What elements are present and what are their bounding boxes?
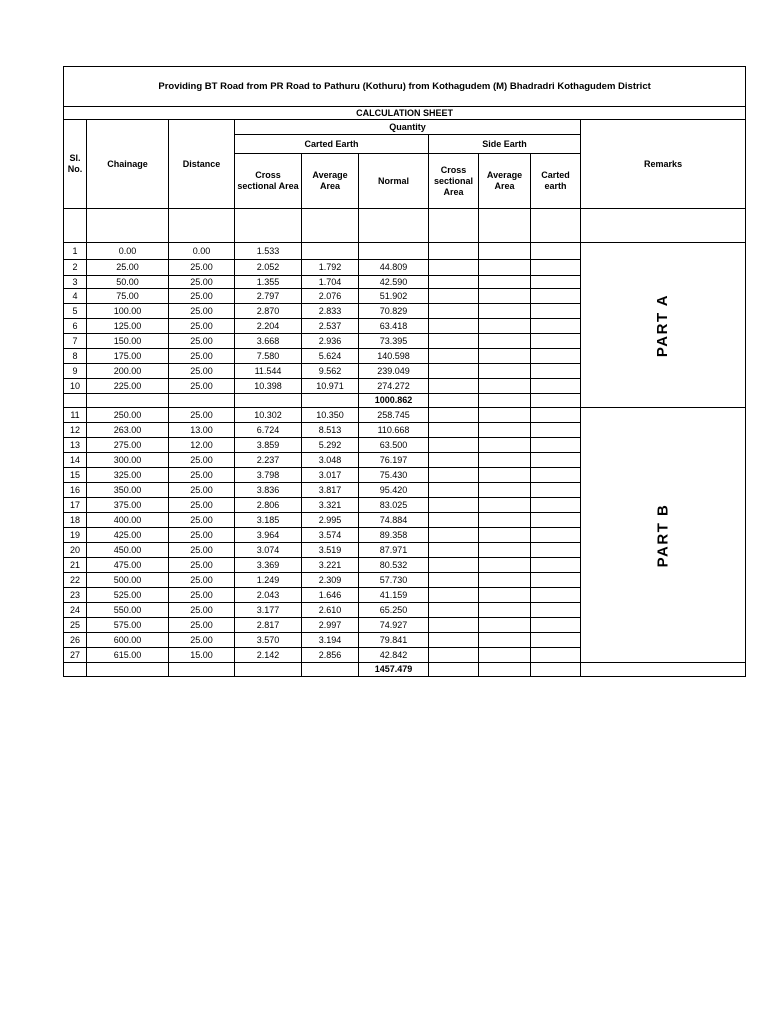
average-area-cell: 3.194 — [302, 633, 359, 648]
cross-sectional-area-cell: 3.177 — [235, 603, 302, 618]
side-cross-sectional-area-cell — [429, 289, 479, 304]
empty-cell — [169, 394, 235, 408]
distance-cell: 25.00 — [169, 379, 235, 394]
cross-sectional-area-cell: 2.237 — [235, 453, 302, 468]
average-area-cell: 2.936 — [302, 334, 359, 349]
chainage-cell: 275.00 — [87, 438, 169, 453]
sl-no-cell: 6 — [64, 319, 87, 334]
distance-cell: 25.00 — [169, 558, 235, 573]
empty-cell — [479, 394, 531, 408]
side-carted-earth-cell — [531, 408, 581, 423]
chainage-cell: 100.00 — [87, 304, 169, 319]
side-carted-earth-cell — [531, 379, 581, 394]
normal-cell: 76.197 — [359, 453, 429, 468]
side-average-area-cell — [479, 408, 531, 423]
normal-cell: 44.809 — [359, 260, 429, 276]
side-carted-earth-cell — [531, 364, 581, 379]
average-area-cell: 5.624 — [302, 349, 359, 364]
remarks-part-a — [581, 243, 746, 408]
sl-no-cell: 1 — [64, 243, 87, 260]
sl-no-cell: 7 — [64, 334, 87, 349]
sl-no-cell: 14 — [64, 453, 87, 468]
side-average-area-cell — [479, 573, 531, 588]
side-average-area-cell — [479, 468, 531, 483]
normal-cell: 140.598 — [359, 349, 429, 364]
cross-sectional-area-cell: 3.964 — [235, 528, 302, 543]
side-carted-earth-cell — [531, 289, 581, 304]
side-carted-earth-cell — [531, 588, 581, 603]
side-average-area-cell — [479, 558, 531, 573]
side-carted-earth-cell — [531, 319, 581, 334]
normal-cell: 74.884 — [359, 513, 429, 528]
cross-sectional-area-cell: 1.355 — [235, 276, 302, 289]
empty-cell — [169, 663, 235, 677]
header-side-cross-sectional-area: Cross sectional Area — [429, 154, 479, 209]
sl-no-cell: 4 — [64, 289, 87, 304]
empty-cell — [64, 394, 87, 408]
header-cross-sectional-area: Cross sectional Area — [235, 154, 302, 209]
cross-sectional-area-cell: 10.398 — [235, 379, 302, 394]
side-average-area-cell — [479, 528, 531, 543]
side-cross-sectional-area-cell — [429, 483, 479, 498]
side-average-area-cell — [479, 618, 531, 633]
side-carted-earth-cell — [531, 243, 581, 260]
cross-sectional-area-cell: 2.052 — [235, 260, 302, 276]
distance-cell: 25.00 — [169, 588, 235, 603]
side-average-area-cell — [479, 319, 531, 334]
side-cross-sectional-area-cell — [429, 423, 479, 438]
distance-cell: 25.00 — [169, 573, 235, 588]
distance-cell: 25.00 — [169, 349, 235, 364]
sl-no-cell: 20 — [64, 543, 87, 558]
empty-cell — [87, 663, 169, 677]
part-label: PART A — [654, 293, 672, 357]
total-normal-cell: 1000.862 — [359, 394, 429, 408]
side-carted-earth-cell — [531, 468, 581, 483]
side-carted-earth-cell — [531, 498, 581, 513]
sl-no-cell: 10 — [64, 379, 87, 394]
normal-cell: 79.841 — [359, 633, 429, 648]
sl-no-cell: 16 — [64, 483, 87, 498]
total-normal-cell: 1457.479 — [359, 663, 429, 677]
side-cross-sectional-area-cell — [429, 304, 479, 319]
normal-cell: 83.025 — [359, 498, 429, 513]
header-normal: Normal — [359, 154, 429, 209]
cross-sectional-area-cell: 6.724 — [235, 423, 302, 438]
average-area-cell: 5.292 — [302, 438, 359, 453]
chainage-cell: 250.00 — [87, 408, 169, 423]
header-remarks: Remarks — [581, 120, 746, 209]
distance-cell: 25.00 — [169, 498, 235, 513]
cross-sectional-area-cell: 3.836 — [235, 483, 302, 498]
side-carted-earth-cell — [531, 423, 581, 438]
side-average-area-cell — [479, 289, 531, 304]
cross-sectional-area-cell: 2.043 — [235, 588, 302, 603]
side-average-area-cell — [479, 276, 531, 289]
distance-cell: 25.00 — [169, 483, 235, 498]
chainage-cell: 225.00 — [87, 379, 169, 394]
side-average-area-cell — [479, 543, 531, 558]
normal-cell: 63.500 — [359, 438, 429, 453]
average-area-cell — [302, 243, 359, 260]
spacer-row — [64, 209, 746, 243]
average-area-cell: 2.833 — [302, 304, 359, 319]
average-area-cell: 3.519 — [302, 543, 359, 558]
chainage-cell: 525.00 — [87, 588, 169, 603]
remarks-empty-cell — [581, 663, 746, 677]
normal-cell: 57.730 — [359, 573, 429, 588]
normal-cell: 258.745 — [359, 408, 429, 423]
chainage-cell: 375.00 — [87, 498, 169, 513]
side-cross-sectional-area-cell — [429, 498, 479, 513]
sheet-label: CALCULATION SHEET — [64, 107, 746, 120]
side-carted-earth-cell — [531, 438, 581, 453]
cross-sectional-area-cell: 3.859 — [235, 438, 302, 453]
side-cross-sectional-area-cell — [429, 260, 479, 276]
side-carted-earth-cell — [531, 513, 581, 528]
average-area-cell: 3.048 — [302, 453, 359, 468]
header-sl-no: Sl. No. — [64, 120, 87, 209]
side-cross-sectional-area-cell — [429, 243, 479, 260]
side-average-area-cell — [479, 483, 531, 498]
average-area-cell: 3.221 — [302, 558, 359, 573]
distance-cell: 0.00 — [169, 243, 235, 260]
side-carted-earth-cell — [531, 558, 581, 573]
chainage-cell: 25.00 — [87, 260, 169, 276]
side-cross-sectional-area-cell — [429, 276, 479, 289]
side-cross-sectional-area-cell — [429, 633, 479, 648]
sl-no-cell: 11 — [64, 408, 87, 423]
distance-cell: 25.00 — [169, 276, 235, 289]
side-carted-earth-cell — [531, 483, 581, 498]
normal-cell — [359, 243, 429, 260]
distance-cell: 25.00 — [169, 603, 235, 618]
normal-cell: 87.971 — [359, 543, 429, 558]
average-area-cell: 8.513 — [302, 423, 359, 438]
header-chainage: Chainage — [87, 120, 169, 209]
cross-sectional-area-cell: 2.797 — [235, 289, 302, 304]
empty-cell — [531, 663, 581, 677]
sl-no-cell: 5 — [64, 304, 87, 319]
side-cross-sectional-area-cell — [429, 453, 479, 468]
chainage-cell: 50.00 — [87, 276, 169, 289]
average-area-cell: 1.704 — [302, 276, 359, 289]
empty-cell — [87, 394, 169, 408]
empty-cell — [302, 394, 359, 408]
side-average-area-cell — [479, 453, 531, 468]
remarks-part-b — [581, 408, 746, 663]
side-average-area-cell — [479, 648, 531, 663]
chainage-cell: 150.00 — [87, 334, 169, 349]
normal-cell: 65.250 — [359, 603, 429, 618]
side-carted-earth-cell — [531, 260, 581, 276]
cross-sectional-area-cell: 3.074 — [235, 543, 302, 558]
chainage-cell: 500.00 — [87, 573, 169, 588]
chainage-cell: 75.00 — [87, 289, 169, 304]
chainage-cell: 615.00 — [87, 648, 169, 663]
distance-cell: 25.00 — [169, 319, 235, 334]
side-average-area-cell — [479, 349, 531, 364]
chainage-cell: 600.00 — [87, 633, 169, 648]
cross-sectional-area-cell: 3.369 — [235, 558, 302, 573]
side-cross-sectional-area-cell — [429, 528, 479, 543]
sl-no-cell: 26 — [64, 633, 87, 648]
empty-cell — [531, 394, 581, 408]
average-area-cell: 2.309 — [302, 573, 359, 588]
side-cross-sectional-area-cell — [429, 408, 479, 423]
sl-no-cell: 18 — [64, 513, 87, 528]
side-average-area-cell — [479, 379, 531, 394]
side-cross-sectional-area-cell — [429, 438, 479, 453]
side-cross-sectional-area-cell — [429, 349, 479, 364]
side-carted-earth-cell — [531, 334, 581, 349]
cross-sectional-area-cell: 11.544 — [235, 364, 302, 379]
side-carted-earth-cell — [531, 603, 581, 618]
normal-cell: 73.395 — [359, 334, 429, 349]
average-area-cell: 10.350 — [302, 408, 359, 423]
calculation-sheet-table — [63, 66, 746, 677]
side-cross-sectional-area-cell — [429, 588, 479, 603]
chainage-cell: 475.00 — [87, 558, 169, 573]
side-carted-earth-cell — [531, 648, 581, 663]
cross-sectional-area-cell: 3.185 — [235, 513, 302, 528]
side-carted-earth-cell — [531, 349, 581, 364]
empty-cell — [235, 663, 302, 677]
chainage-cell: 575.00 — [87, 618, 169, 633]
average-area-cell: 1.792 — [302, 260, 359, 276]
sl-no-cell: 19 — [64, 528, 87, 543]
chainage-cell: 300.00 — [87, 453, 169, 468]
side-average-area-cell — [479, 588, 531, 603]
side-average-area-cell — [479, 498, 531, 513]
chainage-cell: 200.00 — [87, 364, 169, 379]
average-area-cell: 3.017 — [302, 468, 359, 483]
side-cross-sectional-area-cell — [429, 603, 479, 618]
cross-sectional-area-cell: 10.302 — [235, 408, 302, 423]
normal-cell: 239.049 — [359, 364, 429, 379]
side-cross-sectional-area-cell — [429, 364, 479, 379]
empty-cell — [235, 394, 302, 408]
distance-cell: 25.00 — [169, 408, 235, 423]
chainage-cell: 325.00 — [87, 468, 169, 483]
sl-no-cell: 21 — [64, 558, 87, 573]
average-area-cell: 10.971 — [302, 379, 359, 394]
side-carted-earth-cell — [531, 633, 581, 648]
cross-sectional-area-cell: 3.668 — [235, 334, 302, 349]
average-area-cell: 2.856 — [302, 648, 359, 663]
empty-cell — [429, 663, 479, 677]
distance-cell: 25.00 — [169, 304, 235, 319]
side-average-area-cell — [479, 513, 531, 528]
normal-cell: 89.358 — [359, 528, 429, 543]
header-side-earth: Side Earth — [429, 135, 581, 154]
side-average-area-cell — [479, 364, 531, 379]
average-area-cell: 1.646 — [302, 588, 359, 603]
empty-cell — [64, 663, 87, 677]
side-cross-sectional-area-cell — [429, 468, 479, 483]
distance-cell: 25.00 — [169, 528, 235, 543]
normal-cell: 74.927 — [359, 618, 429, 633]
side-cross-sectional-area-cell — [429, 379, 479, 394]
sl-no-cell: 23 — [64, 588, 87, 603]
sl-no-cell: 13 — [64, 438, 87, 453]
cross-sectional-area-cell: 2.142 — [235, 648, 302, 663]
side-cross-sectional-area-cell — [429, 618, 479, 633]
distance-cell: 25.00 — [169, 364, 235, 379]
average-area-cell: 3.817 — [302, 483, 359, 498]
cross-sectional-area-cell: 3.798 — [235, 468, 302, 483]
sl-no-cell: 12 — [64, 423, 87, 438]
average-area-cell: 2.537 — [302, 319, 359, 334]
side-average-area-cell — [479, 603, 531, 618]
distance-cell: 13.00 — [169, 423, 235, 438]
normal-cell: 110.668 — [359, 423, 429, 438]
empty-cell — [302, 663, 359, 677]
cross-sectional-area-cell: 2.204 — [235, 319, 302, 334]
sl-no-cell: 15 — [64, 468, 87, 483]
normal-cell: 274.272 — [359, 379, 429, 394]
empty-cell — [429, 394, 479, 408]
normal-cell: 51.902 — [359, 289, 429, 304]
sl-no-cell: 25 — [64, 618, 87, 633]
chainage-cell: 125.00 — [87, 319, 169, 334]
cross-sectional-area-cell: 2.870 — [235, 304, 302, 319]
distance-cell: 25.00 — [169, 513, 235, 528]
side-carted-earth-cell — [531, 618, 581, 633]
cross-sectional-area-cell: 1.533 — [235, 243, 302, 260]
sl-no-cell: 8 — [64, 349, 87, 364]
side-average-area-cell — [479, 423, 531, 438]
chainage-cell: 400.00 — [87, 513, 169, 528]
side-average-area-cell — [479, 243, 531, 260]
cross-sectional-area-cell: 7.580 — [235, 349, 302, 364]
sl-no-cell: 9 — [64, 364, 87, 379]
side-average-area-cell — [479, 304, 531, 319]
distance-cell: 25.00 — [169, 468, 235, 483]
header-side-average-area: Average Area — [479, 154, 531, 209]
average-area-cell: 2.610 — [302, 603, 359, 618]
sl-no-cell: 27 — [64, 648, 87, 663]
table-row — [64, 243, 746, 260]
side-average-area-cell — [479, 260, 531, 276]
normal-cell: 80.532 — [359, 558, 429, 573]
cross-sectional-area-cell: 1.249 — [235, 573, 302, 588]
side-average-area-cell — [479, 633, 531, 648]
average-area-cell: 3.574 — [302, 528, 359, 543]
cross-sectional-area-cell: 2.806 — [235, 498, 302, 513]
distance-cell: 12.00 — [169, 438, 235, 453]
empty-cell — [479, 663, 531, 677]
document-title: Providing BT Road from PR Road to Pathuru (Kothuru) from Kothagudem (M) Bhadradri Kothagudem District — [64, 67, 746, 107]
cross-sectional-area-cell: 3.570 — [235, 633, 302, 648]
side-average-area-cell — [479, 334, 531, 349]
side-cross-sectional-area-cell — [429, 648, 479, 663]
side-cross-sectional-area-cell — [429, 319, 479, 334]
distance-cell: 25.00 — [169, 543, 235, 558]
side-cross-sectional-area-cell — [429, 543, 479, 558]
distance-cell: 25.00 — [169, 618, 235, 633]
distance-cell: 15.00 — [169, 648, 235, 663]
header-quantity: Quantity — [235, 120, 581, 135]
sl-no-cell: 3 — [64, 276, 87, 289]
sl-no-cell: 22 — [64, 573, 87, 588]
cross-sectional-area-cell: 2.817 — [235, 618, 302, 633]
normal-cell: 75.430 — [359, 468, 429, 483]
chainage-cell: 263.00 — [87, 423, 169, 438]
table-row — [64, 408, 746, 423]
total-row — [64, 663, 746, 677]
chainage-cell: 550.00 — [87, 603, 169, 618]
average-area-cell: 2.995 — [302, 513, 359, 528]
normal-cell: 42.590 — [359, 276, 429, 289]
side-carted-earth-cell — [531, 573, 581, 588]
header-carted-earth: Carted Earth — [235, 135, 429, 154]
sl-no-cell: 17 — [64, 498, 87, 513]
header-side-carted-earth: Carted earth — [531, 154, 581, 209]
distance-cell: 25.00 — [169, 260, 235, 276]
side-carted-earth-cell — [531, 528, 581, 543]
distance-cell: 25.00 — [169, 453, 235, 468]
sl-no-cell: 2 — [64, 260, 87, 276]
header-distance: Distance — [169, 120, 235, 209]
part-label: PART B — [654, 503, 672, 567]
header-average-area: Average Area — [302, 154, 359, 209]
normal-cell: 70.829 — [359, 304, 429, 319]
chainage-cell: 425.00 — [87, 528, 169, 543]
average-area-cell: 2.076 — [302, 289, 359, 304]
distance-cell: 25.00 — [169, 334, 235, 349]
side-cross-sectional-area-cell — [429, 513, 479, 528]
chainage-cell: 450.00 — [87, 543, 169, 558]
side-cross-sectional-area-cell — [429, 573, 479, 588]
normal-cell: 42.842 — [359, 648, 429, 663]
distance-cell: 25.00 — [169, 633, 235, 648]
chainage-cell: 0.00 — [87, 243, 169, 260]
distance-cell: 25.00 — [169, 289, 235, 304]
side-carted-earth-cell — [531, 543, 581, 558]
chainage-cell: 175.00 — [87, 349, 169, 364]
normal-cell: 63.418 — [359, 319, 429, 334]
average-area-cell: 2.997 — [302, 618, 359, 633]
chainage-cell: 350.00 — [87, 483, 169, 498]
side-carted-earth-cell — [531, 304, 581, 319]
average-area-cell: 9.562 — [302, 364, 359, 379]
normal-cell: 95.420 — [359, 483, 429, 498]
side-carted-earth-cell — [531, 453, 581, 468]
side-carted-earth-cell — [531, 276, 581, 289]
normal-cell: 41.159 — [359, 588, 429, 603]
side-cross-sectional-area-cell — [429, 558, 479, 573]
average-area-cell: 3.321 — [302, 498, 359, 513]
side-cross-sectional-area-cell — [429, 334, 479, 349]
sl-no-cell: 24 — [64, 603, 87, 618]
side-average-area-cell — [479, 438, 531, 453]
